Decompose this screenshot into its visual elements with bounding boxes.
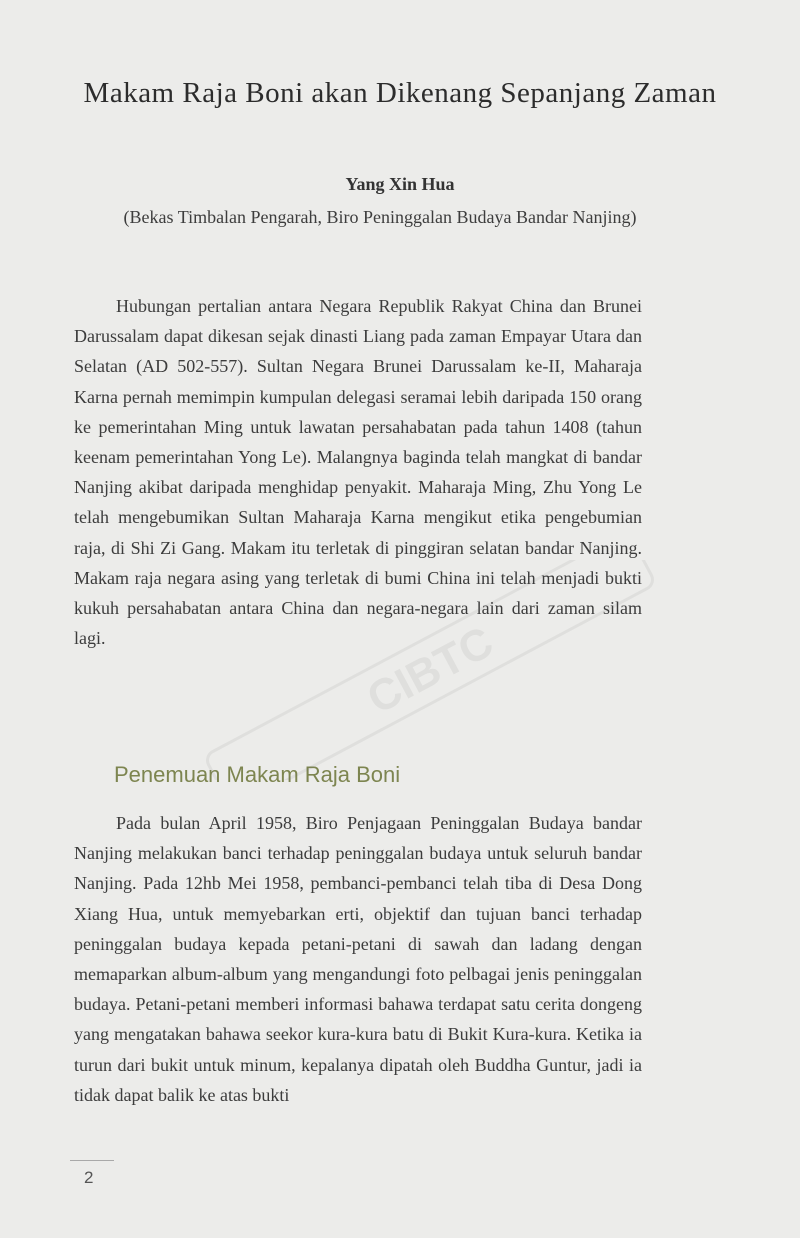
author-name: Yang Xin Hua [345,174,455,194]
article-title: Makam Raja Boni akan Dikenang Sepanjang Zaman [83,77,717,109]
body-paragraph-1: Hubungan pertalian antara Negara Republik Rakyat China dan Brunei Darussalam dapat dikesan sejak dinasti Liang pada zaman Empayar Utara dan Selatan (AD 502-557). Sultan Negara Brunei Darussalam ke-II, Maharaja Karna pernah memimpin kumpulan delegasi seramai lebih daripada 150 orang ke pemerintahan Ming untuk lawatan persahabatan pada tahun 1408 (tahun keenam pemerintahan Yong Le). Malangnya baginda telah mangkat di bandar Nanjing akibat daripada menghidap penyakit. Maharaja Ming, Zhu Yong Le telah mengebumikan Sultan Maharaja Karna mengikut etika pengebumian raja, di Shi Zi Gang. Makam itu terletak di pinggiran selatan bandar Nanjing. Makam raja negara asing yang terletak di bumi China ini telah menjadi bukti kukuh persahabatan antara China dan negara-negara lain dari zaman silam lagi. [74,296,642,649]
page-number: 2 [84,1168,94,1187]
body-paragraph-2: Pada bulan April 1958, Biro Penjagaan Peninggalan Budaya bandar Nanjing melakukan banci terhadap peninggalan budaya untuk seluruh bandar Nanjing. Pada 12hb Mei 1958, pembanci-pembanci telah tiba di Desa Dong Xiang Hua, untuk memyebarkan erti, objektif dan tujuan banci terhadap peninggalan budaya kepada petani-petani di sawah dan ladang dengan memaparkan album-album yang mengandungi foto pelbagai jenis peninggalan budaya. Petani-petani memberi informasi bahawa terdapat satu cerita dongeng yang mengatakan bahawa seekor kura-kura batu di Bukit Kura-kura. Ketika ia turun dari bukit untuk minum, kepalanya dipatah oleh Buddha Guntur, jadi ia tidak dapat balik ke atas bukti [74,813,642,1105]
svg-text:CIBTC: CIBTC [359,617,502,724]
author-affiliation: (Bekas Timbalan Pengarah, Biro Peninggalan Budaya Bandar Nanjing) [123,207,637,227]
footer-rule [70,1160,114,1161]
section-heading: Penemuan Makam Raja Boni [114,762,401,787]
